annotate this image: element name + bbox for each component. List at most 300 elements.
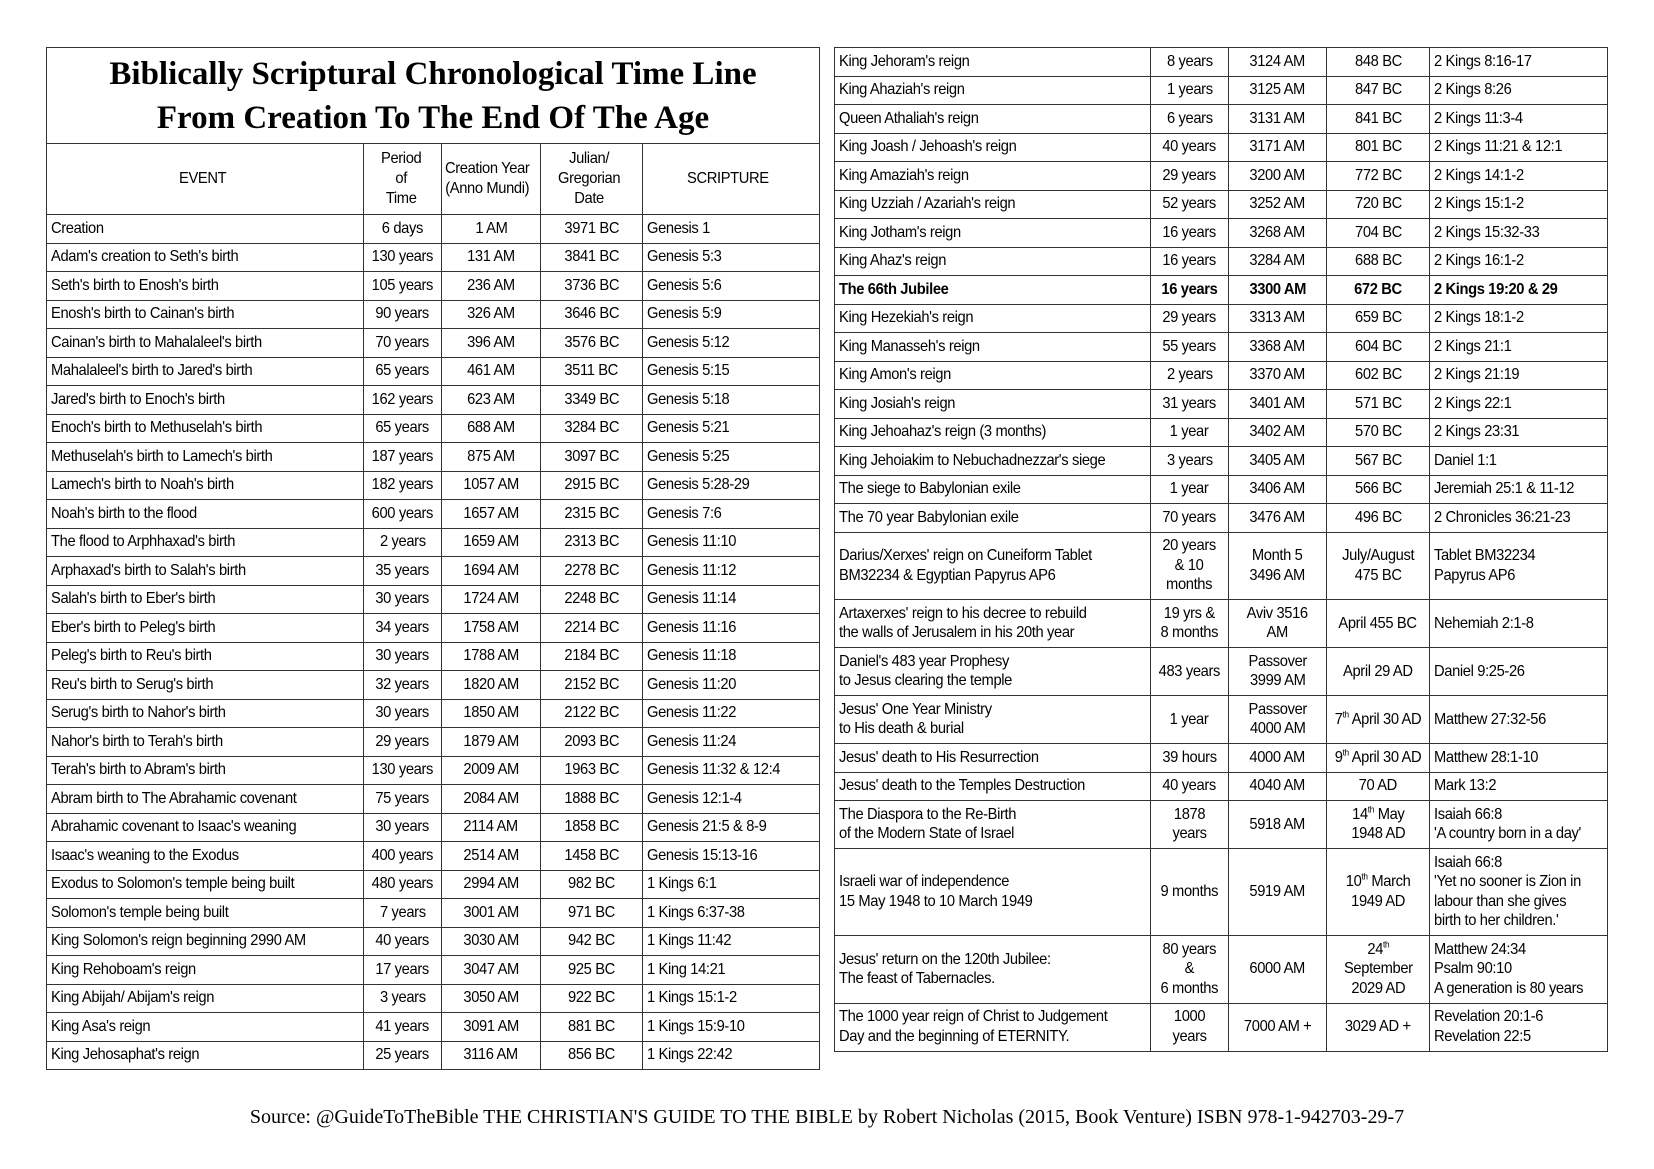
table-row bbox=[47, 1041, 820, 1070]
scripture-cell: Genesis 11:12 bbox=[643, 557, 820, 586]
anno-mundi-cell: 3001 AM bbox=[442, 899, 541, 928]
table-row bbox=[835, 333, 1608, 362]
scripture-cell: 1 Kings 11:42 bbox=[643, 927, 820, 956]
anno-mundi-cell: 3131 AM bbox=[1229, 105, 1327, 134]
period-cell: 187 years bbox=[364, 443, 442, 472]
event-cell: Abram birth to The Abrahamic covenant bbox=[47, 785, 364, 814]
julian-date-cell: 1888 BC bbox=[541, 785, 643, 814]
scripture-cell: Genesis 11:32 & 12:4 bbox=[643, 756, 820, 785]
event-cell: King Hezekiah's reign bbox=[835, 304, 1151, 333]
julian-date-cell: 856 BC bbox=[541, 1041, 643, 1070]
timeline-table-left bbox=[46, 47, 820, 1070]
anno-mundi-cell: 3091 AM bbox=[442, 1013, 541, 1042]
period-cell: 34 years bbox=[364, 614, 442, 643]
anno-mundi-cell: 3300 AM bbox=[1229, 276, 1327, 305]
event-cell: Cainan's birth to Mahalaleel's birth bbox=[47, 329, 364, 358]
table-row bbox=[835, 475, 1608, 504]
scripture-cell: Genesis 15:13-16 bbox=[643, 842, 820, 871]
table-row bbox=[835, 600, 1608, 648]
event-cell: King Uzziah / Azariah's reign bbox=[835, 190, 1151, 219]
scripture-cell: Matthew 28:1-10 bbox=[1430, 744, 1608, 773]
period-cell: 1 year bbox=[1151, 418, 1229, 447]
scripture-cell: 2 Kings 16:1-2 bbox=[1430, 247, 1608, 276]
scripture-cell: Genesis 11:24 bbox=[643, 728, 820, 757]
scripture-cell: Nehemiah 2:1-8 bbox=[1430, 600, 1608, 648]
scripture-cell: Mark 13:2 bbox=[1430, 772, 1608, 801]
anno-mundi-cell: 2514 AM bbox=[442, 842, 541, 871]
period-cell: 75 years bbox=[364, 785, 442, 814]
period-cell: 2 years bbox=[364, 528, 442, 557]
event-cell: The 1000 year reign of Christ to Judgement Day and the beginning of ETERNITY. bbox=[835, 1003, 1151, 1051]
event-cell: Isaac's weaning to the Exodus bbox=[47, 842, 364, 871]
table-row bbox=[835, 648, 1608, 696]
julian-date-cell: 571 BC bbox=[1327, 390, 1430, 419]
julian-date-cell: 3284 BC bbox=[541, 414, 643, 443]
event-cell: King Manasseh's reign bbox=[835, 333, 1151, 362]
anno-mundi-cell: 6000 AM bbox=[1229, 936, 1327, 1004]
scripture-cell: Genesis 5:28-29 bbox=[643, 471, 820, 500]
table-row bbox=[47, 813, 820, 842]
period-cell: 55 years bbox=[1151, 333, 1229, 362]
event-cell: King Asa's reign bbox=[47, 1013, 364, 1042]
event-cell: Eber's birth to Peleg's birth bbox=[47, 614, 364, 643]
scripture-cell: Daniel 9:25-26 bbox=[1430, 648, 1608, 696]
anno-mundi-cell: 3171 AM bbox=[1229, 133, 1327, 162]
event-cell: Enosh's birth to Cainan's birth bbox=[47, 300, 364, 329]
julian-date-cell: 2093 BC bbox=[541, 728, 643, 757]
anno-mundi-cell: 3200 AM bbox=[1229, 162, 1327, 191]
table-row bbox=[47, 243, 820, 272]
julian-date-cell: 847 BC bbox=[1327, 76, 1430, 105]
period-cell: 40 years bbox=[364, 927, 442, 956]
anno-mundi-cell: 1657 AM bbox=[442, 500, 541, 529]
event-cell: King Jehosaphat's reign bbox=[47, 1041, 364, 1070]
anno-mundi-cell: 131 AM bbox=[442, 243, 541, 272]
scripture-cell: 1 Kings 22:42 bbox=[643, 1041, 820, 1070]
period-cell: 30 years bbox=[364, 813, 442, 842]
event-cell: Enoch's birth to Methuselah's birth bbox=[47, 414, 364, 443]
julian-date-cell: 3841 BC bbox=[541, 243, 643, 272]
anno-mundi-cell: 3406 AM bbox=[1229, 475, 1327, 504]
scripture-cell: Genesis 5:15 bbox=[643, 357, 820, 386]
table-row bbox=[835, 532, 1608, 600]
anno-mundi-cell: 461 AM bbox=[442, 357, 541, 386]
scripture-cell: Genesis 11:16 bbox=[643, 614, 820, 643]
event-cell: Jesus' death to His Resurrection bbox=[835, 744, 1151, 773]
period-cell: 29 years bbox=[1151, 162, 1229, 191]
anno-mundi-cell: 3050 AM bbox=[442, 984, 541, 1013]
anno-mundi-cell: 3047 AM bbox=[442, 956, 541, 985]
anno-mundi-cell: Passover 4000 AM bbox=[1229, 696, 1327, 744]
event-cell: Arphaxad's birth to Salah's birth bbox=[47, 557, 364, 586]
period-cell: 16 years bbox=[1151, 247, 1229, 276]
table-row bbox=[835, 105, 1608, 134]
period-cell: 130 years bbox=[364, 243, 442, 272]
event-cell: Terah's birth to Abram's birth bbox=[47, 756, 364, 785]
anno-mundi-cell: 3402 AM bbox=[1229, 418, 1327, 447]
anno-mundi-cell: 3124 AM bbox=[1229, 48, 1327, 77]
julian-date-cell: 688 BC bbox=[1327, 247, 1430, 276]
event-cell: The flood to Arphhaxad's birth bbox=[47, 528, 364, 557]
event-cell: The siege to Babylonian exile bbox=[835, 475, 1151, 504]
event-cell: Peleg's birth to Reu's birth bbox=[47, 642, 364, 671]
julian-date-cell: 2122 BC bbox=[541, 699, 643, 728]
anno-mundi-cell: 5918 AM bbox=[1229, 801, 1327, 849]
scripture-cell: Genesis 11:18 bbox=[643, 642, 820, 671]
table-row bbox=[47, 585, 820, 614]
period-cell: 2 years bbox=[1151, 361, 1229, 390]
event-cell: King Ahaziah's reign bbox=[835, 76, 1151, 105]
julian-date-cell: 841 BC bbox=[1327, 105, 1430, 134]
event-cell: The 70 year Babylonian exile bbox=[835, 504, 1151, 533]
table-row bbox=[835, 696, 1608, 744]
table-row bbox=[835, 190, 1608, 219]
anno-mundi-cell: 2994 AM bbox=[442, 870, 541, 899]
table-row bbox=[835, 48, 1608, 77]
table-row bbox=[47, 300, 820, 329]
scripture-cell: Tablet BM32234 Papyrus AP6 bbox=[1430, 532, 1608, 600]
table-row bbox=[835, 390, 1608, 419]
period-cell: 480 years bbox=[364, 870, 442, 899]
anno-mundi-cell: 4040 AM bbox=[1229, 772, 1327, 801]
event-cell: Seth's birth to Enosh's birth bbox=[47, 272, 364, 301]
table-row bbox=[47, 443, 820, 472]
julian-date-cell: 1858 BC bbox=[541, 813, 643, 842]
anno-mundi-cell: 1879 AM bbox=[442, 728, 541, 757]
period-cell: 70 years bbox=[364, 329, 442, 358]
julian-date-cell: 7th April 30 AD bbox=[1327, 696, 1430, 744]
table-row bbox=[835, 936, 1608, 1004]
julian-date-cell: 2278 BC bbox=[541, 557, 643, 586]
table-row bbox=[47, 329, 820, 358]
header-period: Period of Time bbox=[364, 144, 442, 215]
scripture-cell: 2 Kings 21:19 bbox=[1430, 361, 1608, 390]
table-row bbox=[47, 357, 820, 386]
anno-mundi-cell: 236 AM bbox=[442, 272, 541, 301]
anno-mundi-cell: 2114 AM bbox=[442, 813, 541, 842]
julian-date-cell: 1963 BC bbox=[541, 756, 643, 785]
period-cell: 39 hours bbox=[1151, 744, 1229, 773]
right-table-body bbox=[835, 48, 1608, 1052]
anno-mundi-cell: 3125 AM bbox=[1229, 76, 1327, 105]
page-title bbox=[47, 48, 820, 144]
scripture-cell: 2 Kings 11:21 & 12:1 bbox=[1430, 133, 1608, 162]
scripture-cell: Genesis 11:20 bbox=[643, 671, 820, 700]
scripture-cell: Isaiah 66:8 'Yet no sooner is Zion in labour than she gives birth to her children.' bbox=[1430, 849, 1608, 936]
table-row bbox=[47, 756, 820, 785]
julian-date-cell: 971 BC bbox=[541, 899, 643, 928]
event-cell: Israeli war of independence 15 May 1948 to 10 March 1949 bbox=[835, 849, 1151, 936]
scripture-cell: 2 Kings 15:32-33 bbox=[1430, 219, 1608, 248]
left-table-body bbox=[47, 215, 820, 1070]
julian-date-cell: April 455 BC bbox=[1327, 600, 1430, 648]
event-cell: King Amon's reign bbox=[835, 361, 1151, 390]
julian-date-cell: 567 BC bbox=[1327, 447, 1430, 476]
table-row bbox=[47, 215, 820, 244]
scripture-cell: Genesis 11:22 bbox=[643, 699, 820, 728]
table-row bbox=[47, 471, 820, 500]
scripture-cell: 2 Kings 8:16-17 bbox=[1430, 48, 1608, 77]
event-cell: King Ahaz's reign bbox=[835, 247, 1151, 276]
period-cell: 3 years bbox=[1151, 447, 1229, 476]
scripture-cell: 2 Kings 18:1-2 bbox=[1430, 304, 1608, 333]
period-cell: 25 years bbox=[364, 1041, 442, 1070]
anno-mundi-cell: 688 AM bbox=[442, 414, 541, 443]
table-row bbox=[47, 956, 820, 985]
anno-mundi-cell: 3268 AM bbox=[1229, 219, 1327, 248]
table-row bbox=[47, 785, 820, 814]
scripture-cell: Genesis 12:1-4 bbox=[643, 785, 820, 814]
julian-date-cell: 3971 BC bbox=[541, 215, 643, 244]
julian-date-cell: 2915 BC bbox=[541, 471, 643, 500]
period-cell: 40 years bbox=[1151, 772, 1229, 801]
event-cell: Noah's birth to the flood bbox=[47, 500, 364, 529]
scripture-cell: Jeremiah 25:1 & 11-12 bbox=[1430, 475, 1608, 504]
event-cell: Jared's birth to Enoch's birth bbox=[47, 386, 364, 415]
header-julian-date: Julian/ Gregorian Date bbox=[541, 144, 643, 215]
table-row bbox=[835, 76, 1608, 105]
period-cell: 400 years bbox=[364, 842, 442, 871]
julian-date-cell: 14th May 1948 AD bbox=[1327, 801, 1430, 849]
julian-date-cell: 70 AD bbox=[1327, 772, 1430, 801]
table-row bbox=[835, 418, 1608, 447]
period-cell: 31 years bbox=[1151, 390, 1229, 419]
period-cell: 6 days bbox=[364, 215, 442, 244]
event-cell: The Diaspora to the Re-Birth of the Modern State of Israel bbox=[835, 801, 1151, 849]
title-line-1: Biblically Scriptural Chronological Time Line bbox=[109, 55, 757, 92]
julian-date-cell: 570 BC bbox=[1327, 418, 1430, 447]
anno-mundi-cell: 1659 AM bbox=[442, 528, 541, 557]
table-row bbox=[47, 614, 820, 643]
title-line-2: From Creation To The End Of The Age bbox=[156, 99, 710, 136]
table-row bbox=[835, 504, 1608, 533]
scripture-cell: 2 Kings 11:3-4 bbox=[1430, 105, 1608, 134]
anno-mundi-cell: 3284 AM bbox=[1229, 247, 1327, 276]
scripture-cell: Genesis 5:6 bbox=[643, 272, 820, 301]
period-cell: 1 years bbox=[1151, 76, 1229, 105]
anno-mundi-cell: 3368 AM bbox=[1229, 333, 1327, 362]
julian-date-cell: 720 BC bbox=[1327, 190, 1430, 219]
julian-date-cell: 3097 BC bbox=[541, 443, 643, 472]
event-cell: Mahalaleel's birth to Jared's birth bbox=[47, 357, 364, 386]
anno-mundi-cell: 3405 AM bbox=[1229, 447, 1327, 476]
period-cell: 29 years bbox=[1151, 304, 1229, 333]
anno-mundi-cell: 3116 AM bbox=[442, 1041, 541, 1070]
timeline-table-right bbox=[834, 47, 1608, 1052]
source-citation: Source: @GuideToTheBible THE CHRISTIAN'S GUIDE TO THE BIBLE by Robert Nicholas (2015, Book Venture) ISBN 978-1-942703-29-7 bbox=[249, 1106, 1405, 1128]
anno-mundi-cell: 3476 AM bbox=[1229, 504, 1327, 533]
julian-date-cell: 3511 BC bbox=[541, 357, 643, 386]
period-cell: 1878 years bbox=[1151, 801, 1229, 849]
scripture-cell: 2 Kings 15:1-2 bbox=[1430, 190, 1608, 219]
anno-mundi-cell: 4000 AM bbox=[1229, 744, 1327, 773]
julian-date-cell: 659 BC bbox=[1327, 304, 1430, 333]
event-cell: King Jehoram's reign bbox=[835, 48, 1151, 77]
scripture-cell: 1 Kings 15:9-10 bbox=[643, 1013, 820, 1042]
julian-date-cell: 801 BC bbox=[1327, 133, 1430, 162]
event-cell: Abrahamic covenant to Isaac's weaning bbox=[47, 813, 364, 842]
period-cell: 105 years bbox=[364, 272, 442, 301]
period-cell: 162 years bbox=[364, 386, 442, 415]
scripture-cell: Genesis 5:9 bbox=[643, 300, 820, 329]
period-cell: 52 years bbox=[1151, 190, 1229, 219]
event-cell: Creation bbox=[47, 215, 364, 244]
period-cell: 16 years bbox=[1151, 276, 1229, 305]
julian-date-cell: 1458 BC bbox=[541, 842, 643, 871]
period-cell: 19 yrs & 8 months bbox=[1151, 600, 1229, 648]
header-row bbox=[47, 144, 820, 215]
table-row bbox=[835, 219, 1608, 248]
scripture-cell: Genesis 5:25 bbox=[643, 443, 820, 472]
scripture-cell: 1 Kings 15:1-2 bbox=[643, 984, 820, 1013]
scripture-cell: 2 Kings 23:31 bbox=[1430, 418, 1608, 447]
scripture-cell: 1 King 14:21 bbox=[643, 956, 820, 985]
anno-mundi-cell: 3401 AM bbox=[1229, 390, 1327, 419]
julian-date-cell: 24th September 2029 AD bbox=[1327, 936, 1430, 1004]
julian-date-cell: 925 BC bbox=[541, 956, 643, 985]
julian-date-cell: 3576 BC bbox=[541, 329, 643, 358]
period-cell: 29 years bbox=[364, 728, 442, 757]
scripture-cell: Genesis 5:12 bbox=[643, 329, 820, 358]
scripture-cell: 2 Kings 21:1 bbox=[1430, 333, 1608, 362]
table-row bbox=[47, 671, 820, 700]
period-cell: 1000 years bbox=[1151, 1003, 1229, 1051]
anno-mundi-cell: 7000 AM + bbox=[1229, 1003, 1327, 1051]
event-cell: King Abijah/ Abijam's reign bbox=[47, 984, 364, 1013]
table-row bbox=[47, 414, 820, 443]
scripture-cell: 1 Kings 6:1 bbox=[643, 870, 820, 899]
julian-date-cell: 3646 BC bbox=[541, 300, 643, 329]
period-cell: 80 years & 6 months bbox=[1151, 936, 1229, 1004]
period-cell: 90 years bbox=[364, 300, 442, 329]
table-row bbox=[47, 728, 820, 757]
event-cell: The 66th Jubilee bbox=[835, 276, 1151, 305]
event-cell: Methuselah's birth to Lamech's birth bbox=[47, 443, 364, 472]
anno-mundi-cell: 396 AM bbox=[442, 329, 541, 358]
event-cell: Salah's birth to Eber's birth bbox=[47, 585, 364, 614]
event-cell: King Rehoboam's reign bbox=[47, 956, 364, 985]
table-row bbox=[47, 272, 820, 301]
julian-date-cell: 2248 BC bbox=[541, 585, 643, 614]
header-event: EVENT bbox=[47, 144, 364, 215]
scripture-cell: Genesis 1 bbox=[643, 215, 820, 244]
scripture-cell: 1 Kings 6:37-38 bbox=[643, 899, 820, 928]
period-cell: 1 year bbox=[1151, 475, 1229, 504]
anno-mundi-cell: 3370 AM bbox=[1229, 361, 1327, 390]
event-cell: Jesus' One Year Ministry to His death & burial bbox=[835, 696, 1151, 744]
julian-date-cell: 496 BC bbox=[1327, 504, 1430, 533]
julian-date-cell: April 29 AD bbox=[1327, 648, 1430, 696]
event-cell: King Amaziah's reign bbox=[835, 162, 1151, 191]
event-cell: King Jotham's reign bbox=[835, 219, 1151, 248]
julian-date-cell: 2152 BC bbox=[541, 671, 643, 700]
julian-date-cell: July/August 475 BC bbox=[1327, 532, 1430, 600]
scripture-cell: Genesis 11:10 bbox=[643, 528, 820, 557]
anno-mundi-cell: 3313 AM bbox=[1229, 304, 1327, 333]
table-row bbox=[835, 276, 1608, 305]
event-cell: Nahor's birth to Terah's birth bbox=[47, 728, 364, 757]
period-cell: 30 years bbox=[364, 642, 442, 671]
scripture-cell: Matthew 27:32-56 bbox=[1430, 696, 1608, 744]
table-row bbox=[47, 699, 820, 728]
anno-mundi-cell: Passover 3999 AM bbox=[1229, 648, 1327, 696]
period-cell: 70 years bbox=[1151, 504, 1229, 533]
period-cell: 65 years bbox=[364, 357, 442, 386]
period-cell: 35 years bbox=[364, 557, 442, 586]
table-row bbox=[835, 247, 1608, 276]
event-cell: King Jehoiakim to Nebuchadnezzar's siege bbox=[835, 447, 1151, 476]
anno-mundi-cell: 1850 AM bbox=[442, 699, 541, 728]
event-cell: Exodus to Solomon's temple being built bbox=[47, 870, 364, 899]
julian-date-cell: 982 BC bbox=[541, 870, 643, 899]
anno-mundi-cell: 1724 AM bbox=[442, 585, 541, 614]
table-row bbox=[47, 870, 820, 899]
scripture-cell: 2 Kings 22:1 bbox=[1430, 390, 1608, 419]
period-cell: 3 years bbox=[364, 984, 442, 1013]
event-cell: Queen Athaliah's reign bbox=[835, 105, 1151, 134]
julian-date-cell: 10th March 1949 AD bbox=[1327, 849, 1430, 936]
table-row bbox=[47, 927, 820, 956]
anno-mundi-cell: 1057 AM bbox=[442, 471, 541, 500]
scripture-cell: 2 Chronicles 36:21-23 bbox=[1430, 504, 1608, 533]
julian-date-cell: 604 BC bbox=[1327, 333, 1430, 362]
table-row bbox=[835, 133, 1608, 162]
julian-date-cell: 2313 BC bbox=[541, 528, 643, 557]
event-cell: Daniel's 483 year Prophesy to Jesus clearing the temple bbox=[835, 648, 1151, 696]
table-row bbox=[47, 1013, 820, 1042]
period-cell: 6 years bbox=[1151, 105, 1229, 134]
julian-date-cell: 9th April 30 AD bbox=[1327, 744, 1430, 773]
event-cell: King Josiah's reign bbox=[835, 390, 1151, 419]
anno-mundi-cell: Aviv 3516 AM bbox=[1229, 600, 1327, 648]
julian-date-cell: 672 BC bbox=[1327, 276, 1430, 305]
period-cell: 41 years bbox=[364, 1013, 442, 1042]
julian-date-cell: 2315 BC bbox=[541, 500, 643, 529]
event-cell: King Solomon's reign beginning 2990 AM bbox=[47, 927, 364, 956]
julian-date-cell: 942 BC bbox=[541, 927, 643, 956]
julian-date-cell: 2184 BC bbox=[541, 642, 643, 671]
table-row bbox=[835, 162, 1608, 191]
period-cell: 182 years bbox=[364, 471, 442, 500]
period-cell: 483 years bbox=[1151, 648, 1229, 696]
anno-mundi-cell: 1820 AM bbox=[442, 671, 541, 700]
event-cell: Serug's birth to Nahor's birth bbox=[47, 699, 364, 728]
period-cell: 600 years bbox=[364, 500, 442, 529]
julian-date-cell: 2214 BC bbox=[541, 614, 643, 643]
scripture-cell: 2 Kings 19:20 & 29 bbox=[1430, 276, 1608, 305]
table-row bbox=[835, 1003, 1608, 1051]
julian-date-cell: 3349 BC bbox=[541, 386, 643, 415]
anno-mundi-cell: Month 5 3496 AM bbox=[1229, 532, 1327, 600]
table-row bbox=[835, 801, 1608, 849]
table-row bbox=[47, 642, 820, 671]
period-cell: 7 years bbox=[364, 899, 442, 928]
period-cell: 130 years bbox=[364, 756, 442, 785]
period-cell: 17 years bbox=[364, 956, 442, 985]
period-cell: 20 years & 10 months bbox=[1151, 532, 1229, 600]
event-cell: Darius/Xerxes' reign on Cuneiform Tablet BM32234 & Egyptian Papyrus AP6 bbox=[835, 532, 1151, 600]
anno-mundi-cell: 3030 AM bbox=[442, 927, 541, 956]
event-cell: Jesus' return on the 120th Jubilee: The feast of Tabernacles. bbox=[835, 936, 1151, 1004]
anno-mundi-cell: 2009 AM bbox=[442, 756, 541, 785]
anno-mundi-cell: 1758 AM bbox=[442, 614, 541, 643]
scripture-cell: 2 Kings 8:26 bbox=[1430, 76, 1608, 105]
anno-mundi-cell: 3252 AM bbox=[1229, 190, 1327, 219]
scripture-cell: 2 Kings 14:1-2 bbox=[1430, 162, 1608, 191]
scripture-cell: Matthew 24:34 Psalm 90:10 A generation is 80 years bbox=[1430, 936, 1608, 1004]
anno-mundi-cell: 875 AM bbox=[442, 443, 541, 472]
anno-mundi-cell: 5919 AM bbox=[1229, 849, 1327, 936]
